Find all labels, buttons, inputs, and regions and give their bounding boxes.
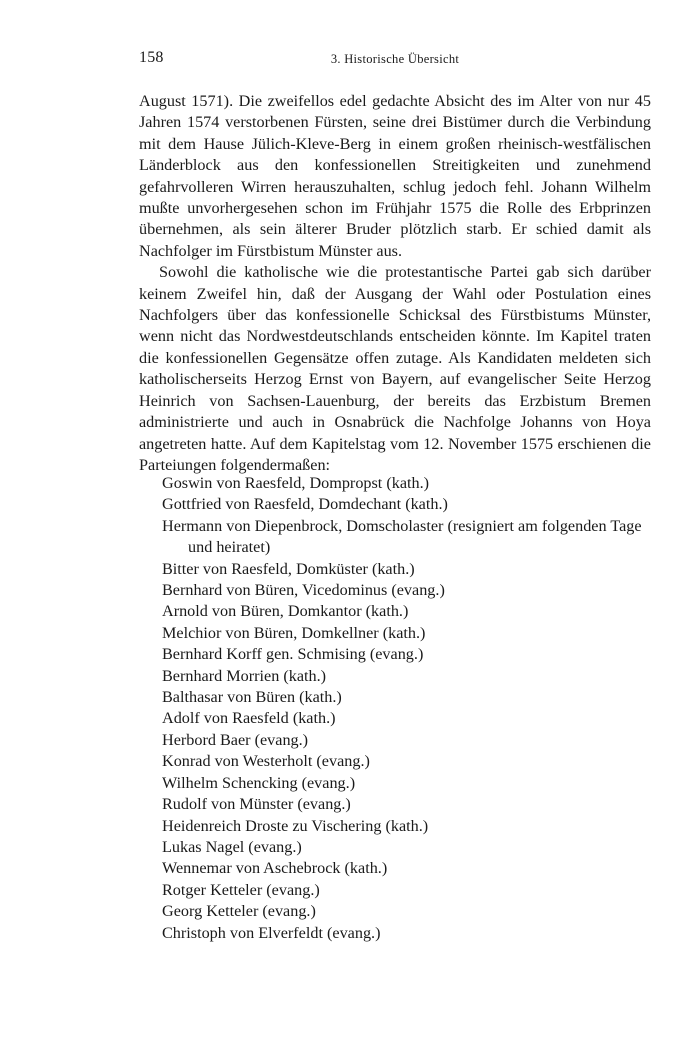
running-head: 3. Historische Übersicht [330,52,460,66]
list-item: Bernhard Morrien (kath.) [162,666,327,685]
list-item: Gottfried von Raesfeld, Domdechant (kath.) [162,495,448,514]
list-item: Arnold von Büren, Domkantor (kath.) [162,602,409,621]
list-item: Melchior von Büren, Domkellner (kath.) [162,623,426,642]
list-item: Christoph von Elverfeldt (evang.) [162,923,381,942]
list-item: Goswin von Raesfeld, Dompropst (kath.) [162,474,430,492]
list-item: Heidenreich Droste zu Vischering (kath.) [162,816,429,835]
chapter-member-list [162,473,652,944]
list-item: Konrad von Westerholt (evang.) [162,752,370,771]
list-item: Rudolf von Münster (evang.) [162,795,351,814]
list-item: Bernhard Korff gen. Schmising (evang.) [162,645,424,664]
list-item: Adolf von Raesfeld (kath.) [162,709,336,728]
list-item: Wilhelm Schencking (evang.) [162,773,356,792]
list-item: Georg Ketteler (evang.) [162,902,316,921]
paragraph: Sowohl die katholische wie die protestantische Partei gab sich darüber keinem Zweifel hin, daß der Ausgang der Wahl oder Postulation eines Nachfolgers über das konfessionelle Schicksal des Fürstbistums Münster, wenn nicht das Nordwestdeutschlands entscheiden könnte. Im Kapitel traten die konfessionellen Gegensätze offen zutage. Als Kandidaten meldeten sich katholischerseits Herzog Ernst von Bayern, auf evangelischer Seite Herzog Heinrich von Sachsen-Lauenburg, der bereits das Erzbistum Bremen administrierte und auch in Osnabrück die Nachfolge Johanns von Hoya angetreten hatte. Auf dem Kapitelstag vom 12. November 1575 erschienen die Parteiungen folgendermaßen: [139,263,651,474]
list-item: Wennemar von Aschebrock (kath.) [162,859,388,878]
page-number: 158 [139,49,164,66]
page-header [139,49,651,71]
list-item: Rotger Ketteler (evang.) [162,880,320,899]
list-item: Bernhard von Büren, Vicedominus (evang.) [162,581,445,600]
list-item: Balthasar von Büren (kath.) [162,688,342,707]
list-item: Lukas Nagel (evang.) [162,837,302,856]
list-item: Bitter von Raesfeld, Domküster (kath.) [162,559,415,578]
list-item: Herbord Baer (evang.) [162,730,309,749]
body-text [139,91,651,476]
paragraph: August 1571). Die zweifellos edel gedachte Absicht des im Alter von nur 45 Jahren 1574 verstorbenen Fürsten, seine drei Bistümer durch die Verbindung mit dem Hause Jülich-Kleve-Berg in einem großen rheinisch-westfälischen Länderblock aus den konfessionellen Streitigkeiten und zunehmend gefahrvolleren Wirren herauszuhalten, schlug jedoch fehl. Johann Wilhelm mußte unvorhergesehen schon im Frühjahr 1575 die Rolle des Erbprinzen übernehmen, als sein älterer Bruder plötzlich starb. Er schied damit als Nachfolger im Fürstbistum Münster aus. [139,92,651,260]
list-item: Hermann von Diepenbrock, Domscholaster (resigniert am folgenden Tage und heiratet) [162,516,642,557]
